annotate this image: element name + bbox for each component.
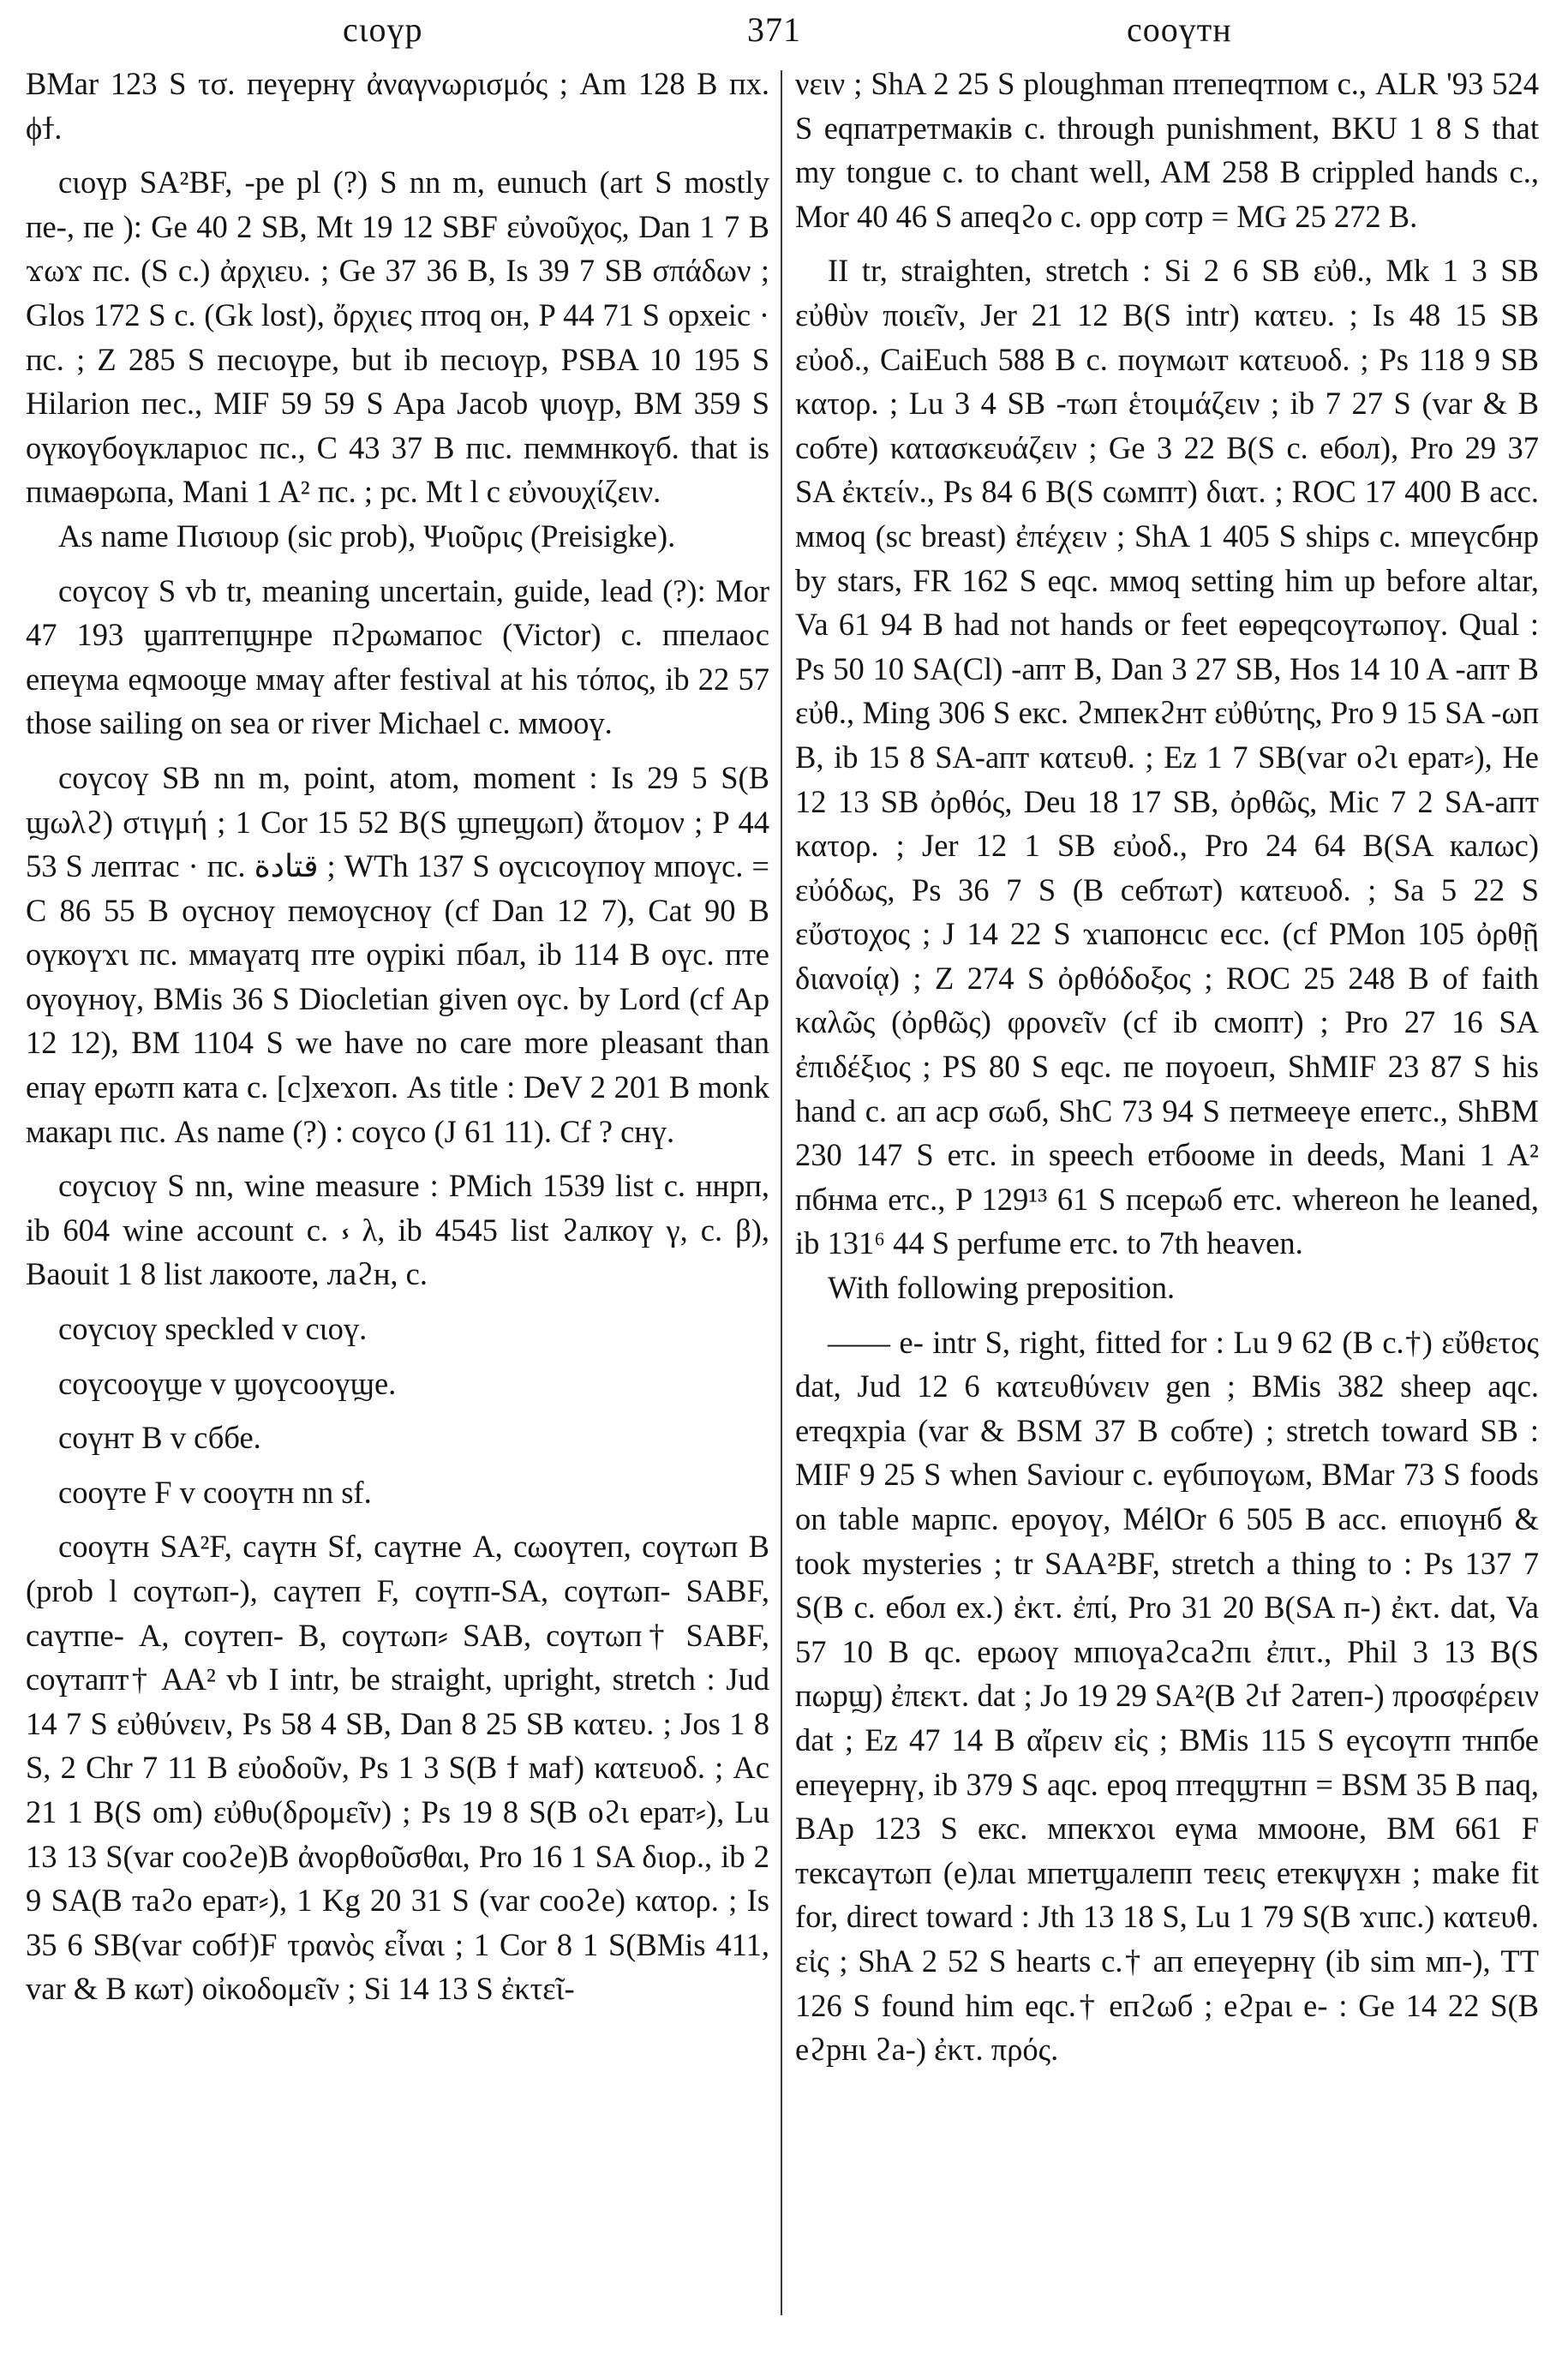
entry-siour: сιоүр SA²BF, -ре pl (?) S nn m, eunuch (art S mostly пе-, пе ): Ge 40 2 SB, Mt 19 12 SBF εὐνοῦχος, Dan 1 7 B ϫωϫ пс. (S с.) ἀρχιευ. ; Ge 37 36 B, Is 39 7 SB σπάδων ; Glos 172 S с. (Gk lost), ὄρχιες птоq он, P 44 71 S орхеіс · пс. ; Z 285 S песιоүре, but ib песιоүр, PSBA 10 195 S Hilarion пес., MIF 59 59 S Apa Jacob ѱιоүр, BM 359 S оүкоүбоүклаpιос пс., С 43 37 B пιс. пеммнкоүб. that is пιмаѳрωпа, Mani 1 A² пс. ; рс. Mt l c εὐνουχίζειν. — [26, 165, 769, 510]
running-head — [26, 5, 1542, 55]
header-right-word: сооүтн — [1127, 10, 1232, 49]
entry-sousou-noun: соүсоү SB nn m, point, atom, moment : Is 29 5 S(B ϣωλϩ) στιγμή ; 1 Cor 15 52 B(S ϣпеϣωп) ἄτομον ; P 44 53 S лептас · пс. قتادة ; WTh 137 S оүсιсоүпоү мпоүс. = С 86 55 B оүсноү пемоүсноү (cf Dan 12 7), Cat 90 B оүкоүϫι пс. ммаүатq пте оүрікі пбал, ib 114 B оүс. пте оүоүноү, BMis 36 S Diocletian given оүс. by Lord (cf Ap 12 12), BM 1104 S we have no care more pleasant than епаү ерωтп ката с. [с]хеϫоп. As title : DeV 2 201 B monk макарι пιс. As name (?) : соүсо (J 61 11). Cf ? снү. — [26, 759, 769, 1149]
entry-sousiou-measure: соүсιоү S nn, wine measure : PMich 1539 list с. ннрп, ib 604 wine account с. ⳽ λ, ib 4545 list ϩалкоү γ, с. β), Baouit 1 8 list лакооте, лаϩн, с. — [26, 1168, 769, 1292]
right-column — [795, 62, 1539, 2350]
column-divider — [781, 70, 782, 2315]
page-number: 371 — [747, 10, 801, 49]
header-left-word: сιоүр — [343, 10, 423, 49]
section-preposition-heading: With following preposition. — [828, 1270, 1176, 1306]
entry-sousiou-speckled: соүсιоү speckled v сιоү. — [58, 1311, 368, 1347]
entry-sousoouse: соүсооүϣе v ϣоүсооүϣе. — [58, 1365, 397, 1401]
left-column — [26, 62, 769, 2350]
section-e-intransitive: —— е- intr S, right, fitted for : Lu 9 62 (B с.†) εὔθετος dat, Jud 12 6 κατευθύνειν gen ; BMis 382 sheep аqс. етеqхріа (var & BSM 37 B собте) ; stretch toward SB : MIF 9 25 S when Saviour с. еүбιпоүωм, BMar 73 S foods on table марпс. ероүоү, MélOr 6 505 B асс. епιоүнб & took mysteries ; tr SAA²BF, stretch a thing to : Ps 137 7 S(B с. ебол ех.) ἐκτ. ἐπί, Pro 31 20 B(SA п-) ἐκτ. dat, Va 57 10 B qс. ерωоү мпιоүаϩсаϩпι ἐπιτ., Phil 3 13 B(S пωрϣ) ἐπεκτ. dat ; Jo 19 29 SA²(B ϩιϯ ϩатеп-) προσφέρειν dat ; Ez 47 14 B αἴρειν εἰς ; BMis 115 S еүсоүтп тнпбе епеүернү, ib 379 S аqс. ероq птеqϣтнп = BSM 35 B паq, BAp 123 S екс. мпекϫоι еүма ммооне, BM 661 F тексаүтωп (е)лаι мпетϣалепп теεις етекѱүхн ; make fit for, direct toward : Jth 13 18 S, Lu 1 79 S(B ϫιпс.) κατευθ. εἰς ; ShA 2 52 S hearts с.† ап епеүернү (ib sim мп-), TT 126 S found him еqс.† епϩωб ; еϩраι е- : Ge 14 22 S(B еϩрнι ϩа-) ἐκτ. πρός. — [795, 1324, 1539, 2068]
entry-siour-names: As name Πισιουρ (sic prob), Ψιοῦρις (Preisigke). — [58, 518, 676, 554]
entry-sooute: сооүте F v сооүтн nn sf. — [58, 1474, 372, 1510]
entry-continuation-right: νειν ; ShA 2 25 S ploughman птепеqтпом с., ALR '93 524 S еqпатретмаків с. through punishment, BKU 1 8 S that my tongue с. to chant well, AM 258 B crippled hands с., Mor 40 46 S апеqϩо с. opp сотр = MG 25 272 B. — [795, 66, 1539, 234]
entry-continuation: BMar 123 S τσ. пеүернү ἀναγνωρισμός ; Am 128 B пх. ϕϯ. — [26, 66, 769, 146]
entry-sousou-verb: соүсоү S vb tr, meaning uncertain, guide, lead (?): Mor 47 193 ϣаптепϣнре пϩрωмапос (Victor) с. ппелаос епеүма еqмооϣе ммаү after festival at his τόπος, ib 22 57 those sailing on sea or river Michael с. ммооү. — [26, 572, 769, 741]
entry-sount: соүнт B v сббе. — [58, 1420, 261, 1456]
section-transitive: II tr, straighten, stretch : Si 2 6 SB εὐθ., Mk 1 3 SB εὐθὺν ποιεῖν, Jer 21 12 B(S intr) κατευ. ; Is 48 15 SB εὐοδ., CaiEuch 588 B с. поүмωιт κατευοδ. ; Ps 118 9 SB κατορ. ; Lu 3 4 SB -тωп ἑτοιμάζειν ; ib 7 27 S (var & B собте) κατασκευάζειν ; Ge 3 22 B(S с. ебол), Pro 29 37 SA ἐκτείν., Ps 84 6 B(S сωмпт) διατ. ; ROC 17 400 B асс. ммоq (sc breast) ἐπέχειν ; ShA 1 405 S ships с. мпеүсбнр by stars, FR 162 S еqс. ммоq setting him up before altar, Va 61 94 B had not hands or feet еѳреqсоүтωпоү. Qual : Ps 50 10 SA(Cl) -апт B, Dan 3 27 SB, Hos 14 10 A -апт B εὐθ., Ming 306 S екс. ϩмпекϩнт εὐθύτης, Pro 9 15 SA -ωп B, ib 15 8 SA-апт κατευθ. ; Ez 1 7 SB(var оϩι ерат⸗), He 12 13 SB ὀρθός, Deu 18 17 SB, ὀρθῶς, Mic 7 2 SA-апт κατορ. ; Jer 12 1 SB εὐοδ., Pro 24 64 B(SA калωс) εὐόδως, Ps 36 7 S (B себтωт) κατευοδ. ; Sa 5 22 S εὔστοχος ; J 14 22 S ϫιапонсιс есс. (cf PMon 105 ὀρθῇ διανοίᾳ) ; Z 274 S ὀρθόδοξος ; ROC 25 248 B of faith καλῶς (ὀρθῶς) φρονεῖν (cf ib смопт) ; Pro 27 16 SA ἐπιδέξιος ; PS 80 S еqс. пе поүоеιп, ShMIF 23 87 S his hand с. ап аср σωб, ShC 73 94 S петмееүе епетс., ShBM 230 147 S етс. in speech етбооме in deeds, Mani 1 A² пбнма етс., P 129¹³ 61 S псерωб етс. whereon he leaned, ib 131⁶ 44 S perfume етс. to 7th heaven. — [795, 253, 1539, 1261]
entry-soouten: сооүтн SA²F, саүтн Sf, саүтне A, сωоүтеп, соүтωп B (prob l соүтωп-), саүтеп F, соүтп-SA, соүтωп- SABF, саүтпе- A, соүтеп- B, соүтωп⸗ SAB, соүтωп† SABF, соүтапт† AA² vb I intr, be straight, upright, stretch : Jud 14 7 S εὐθύνειν, Ps 58 4 SB, Dan 8 25 SB κατευ. ; Jos 1 8 S, 2 Chr 7 11 B εὐοδοῦν, Ps 1 3 S(B ϯ маϯ) κατευοδ. ; Ac 21 1 B(S om) εὐθυ(δρομεῖν) ; Ps 19 8 S(B оϩι ерат⸗), Lu 13 13 S(var сооϩе)B ἀνορθοῦσθαι, Pro 16 1 SA διορ., ib 2 9 SA(B таϩо ерат⸗), 1 Kg 20 31 S (var сооϩе) κατορ. ; Is 35 6 SB(var собϯ)F τρανὸς εἶναι ; 1 Cor 8 1 S(BMis 411, var & B кωт) οἰκοδομεῖν ; Si 14 13 S ἐκτεῖ- — [26, 1529, 769, 2007]
